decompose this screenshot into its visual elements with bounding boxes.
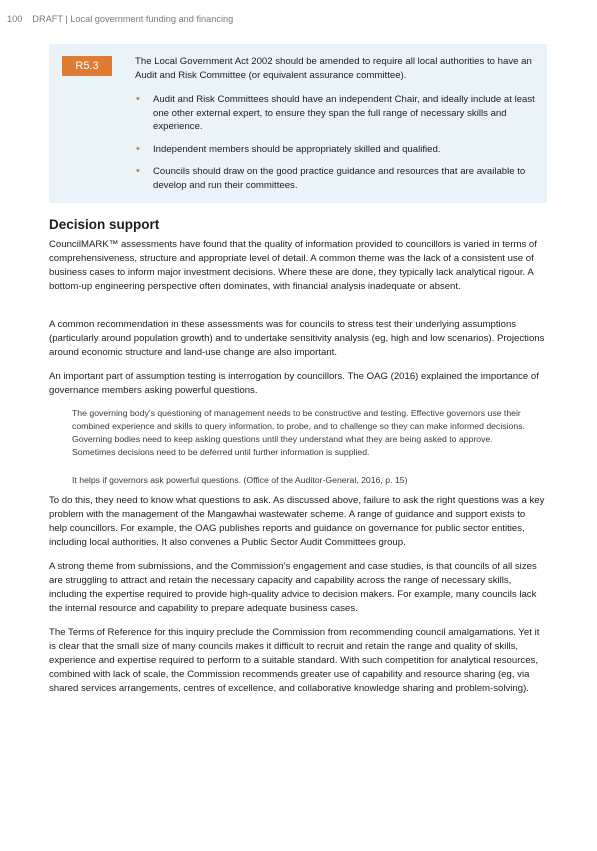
paragraph: A strong theme from submissions, and the Commission’s engagement and case studies, is that councils of all sizes are struggling to attract and retain the necessary capacity and capability across the range of necessary skills, including the expertise required to provide high-quality advice to decision makers. For example, many councils lack the internal resource and capability to prepare adequate business cases. [49,561,537,614]
paragraph: The Terms of Reference for this inquiry preclude the Commission from recommending council amalgamations. Yet it is clear that the small size of many councils makes it difficult to recruit and retain the range and quality of skills, experience and expertise required to perform to a suitable standard. With such competition for analytical resources, combined with lack of scale, the Commission recommends greater use of capability and resource sharing (eg, via shared services arrangements, centres of excellence, and collaborative knowledge sharing and problem-solving). [49,627,540,694]
quote-attribution: It helps if governors ask powerful questions. (Office of the Auditor-General, 2016, p. 15) [72,475,408,485]
recommendation-bullet [135,165,545,192]
bullet-text: Independent members should be appropriately skilled and qualified. [153,143,441,155]
bullet-icon: • [136,93,140,105]
bullet-icon: • [136,165,140,177]
bullet-icon: • [136,142,140,155]
recommendation-bullet [135,93,545,134]
block-quote: The governing body’s questioning of management needs to be constructive and testing. Effective governors use their combined experience and skills to query information, to probe, and to challenge so they can make informed decisions. Governing bodies need to keep asking questions until they understand what they are being asked to approve. Sometimes decisions need to be deferred until further information is supplied. [72,408,525,457]
recommendation-bullet [135,143,545,157]
paragraph: To do this, they need to know what questions to ask. As discussed above, failure to ask the right questions was a key problem with the management of the Mangawhai wastewater scheme. A range of guidance and support exists to help councillors. For example, the OAG publishes reports and guidance on governance for public sector entities, including local authorities. It also convenes a Public Sector Audit Committees group. [49,495,545,548]
paragraph: A common recommendation in these assessments was for councils to stress test their underlying assumptions (particularly around population growth) and to undertake sensitivity analysis (eg, high and low scenarios). Projections around economic structure and land-use change are also important. [49,319,545,358]
recommendation-text: The Local Government Act 2002 should be amended to require all local authorities to have an Audit and Risk Committee (or equivalent assurance committee). [135,56,532,81]
running-title: DRAFT | Local government funding and financing [32,14,234,24]
paragraph: An important part of assumption testing is interrogation by councillors. The OAG (2016) explained the importance of governance members asking powerful questions. [49,371,539,396]
recommendation-bullet-list [135,93,545,201]
bullet-text: Councils should draw on the good practice guidance and resources that are available to develop and run their committees. [153,166,526,191]
running-header [7,14,233,24]
recommendation-box [49,44,547,203]
recommendation-badge: R5.3 [62,56,112,76]
section-heading: Decision support [49,217,160,232]
paragraph: CouncilMARK™ assessments have found that the quality of information provided to councillors is varied in terms of comprehensiveness, structure and appropriate level of detail. A common theme was the lack of a consistent use of business cases to inform major investment decisions. Where these are done, they typically lack analytical rigour. A bottom-up engineering perspective often dominates, with financial analysis inadequate or absent. [49,239,537,292]
page-number: 100 [7,14,23,24]
bullet-text: Audit and Risk Committees should have an independent Chair, and ideally include at least one other external expert, to ensure they span the full range of necessary skills and experience. [153,94,535,132]
